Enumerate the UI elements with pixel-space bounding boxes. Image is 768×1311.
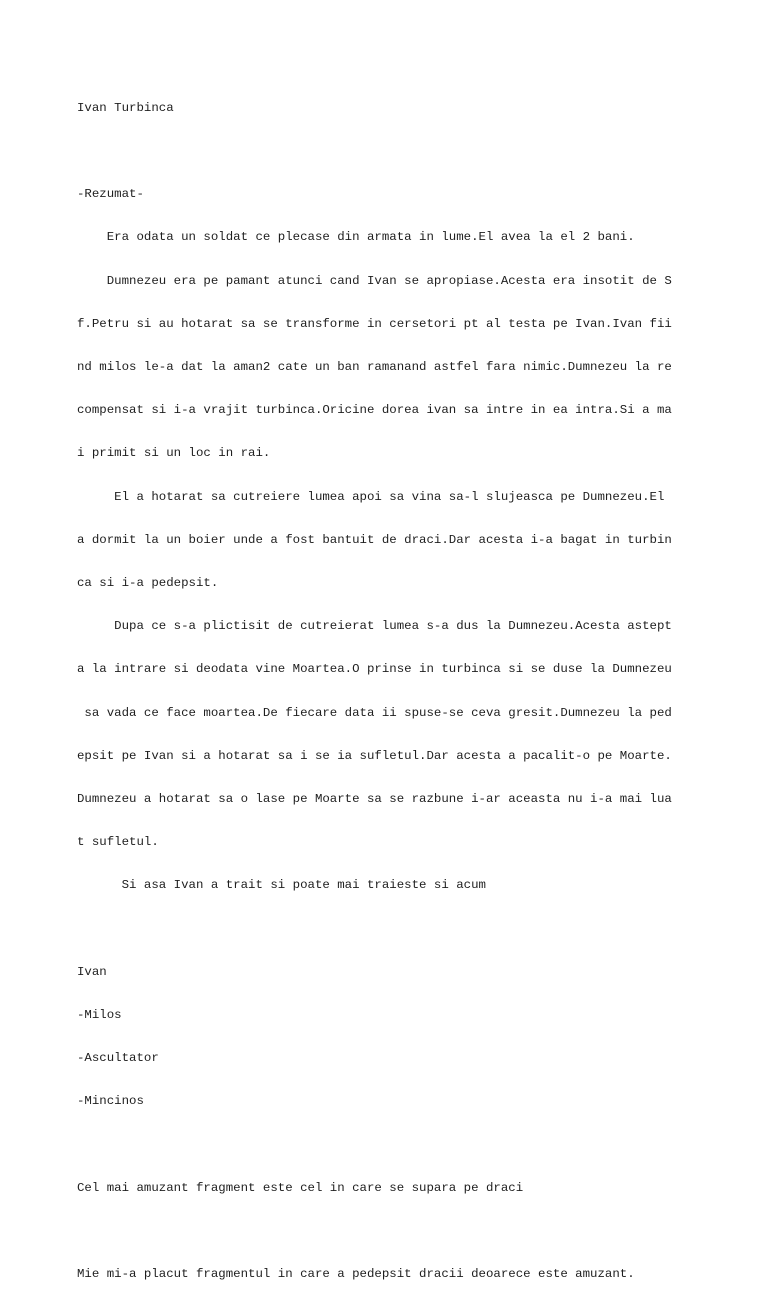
summary-line: a dormit la un boier unde a fost bantuit de draci.Dar acesta i-a bagat in turbin bbox=[77, 532, 672, 547]
summary-line: compensat si i-a vrajit turbinca.Oricine dorea ivan sa intre in ea intra.Si a ma bbox=[77, 403, 672, 418]
character-name: Ivan bbox=[77, 964, 107, 979]
document-text bbox=[77, 72, 717, 1311]
summary-line: sa vada ce face moartea.De fiecare data ii spuse-se ceva gresit.Dumnezeu la ped bbox=[77, 705, 672, 720]
blank-line bbox=[77, 144, 717, 158]
character-trait: -Milos bbox=[77, 1008, 122, 1023]
summary-line: Dumnezeu era pe pamant atunci cand Ivan se apropiase.Acesta era insotit de S bbox=[77, 273, 672, 288]
summary-line: i primit si un loc in rai. bbox=[77, 446, 271, 461]
summary-heading: -Rezumat- bbox=[77, 187, 144, 202]
blank-line bbox=[77, 1224, 717, 1238]
summary-line: a la intrare si deodata vine Moartea.O prinse in turbinca si se duse la Dumnezeu bbox=[77, 662, 672, 677]
blank-line bbox=[77, 922, 717, 936]
summary-line: Era odata un soldat ce plecase din armata in lume.El avea la el 2 bani. bbox=[77, 230, 635, 245]
summary-line: Dupa ce s-a plictisit de cutreierat lumea s-a dus la Dumnezeu.Acesta astept bbox=[77, 619, 672, 634]
summary-line: f.Petru si au hotarat sa se transforme in cersetori pt al testa pe Ivan.Ivan fii bbox=[77, 316, 672, 331]
blank-line bbox=[77, 1138, 717, 1152]
favorite-fragment-line: Mie mi-a placut fragmentul in care a pedepsit dracii deoarece este amuzant. bbox=[77, 1267, 635, 1282]
summary-line: Si asa Ivan a trait si poate mai traieste si acum bbox=[77, 878, 486, 893]
summary-line: ca si i-a pedepsit. bbox=[77, 576, 219, 591]
summary-line: Dumnezeu a hotarat sa o lase pe Moarte sa se razbune i-ar aceasta nu i-a mai lua bbox=[77, 792, 672, 807]
summary-line: El a hotarat sa cutreiere lumea apoi sa vina sa-l slujeasca pe Dumnezeu.El bbox=[77, 489, 665, 504]
summary-line: epsit pe Ivan si a hotarat sa i se ia sufletul.Dar acesta a pacalit-o pe Moarte. bbox=[77, 748, 672, 763]
funniest-fragment-line: Cel mai amuzant fragment este cel in care se supara pe draci bbox=[77, 1180, 524, 1195]
character-trait: -Mincinos bbox=[77, 1094, 144, 1109]
summary-line: nd milos le-a dat la aman2 cate un ban ramanand astfel fara nimic.Dumnezeu la re bbox=[77, 360, 672, 375]
summary-line: t sufletul. bbox=[77, 835, 159, 850]
document-title: Ivan Turbinca bbox=[77, 100, 174, 115]
character-trait: -Ascultator bbox=[77, 1051, 159, 1066]
